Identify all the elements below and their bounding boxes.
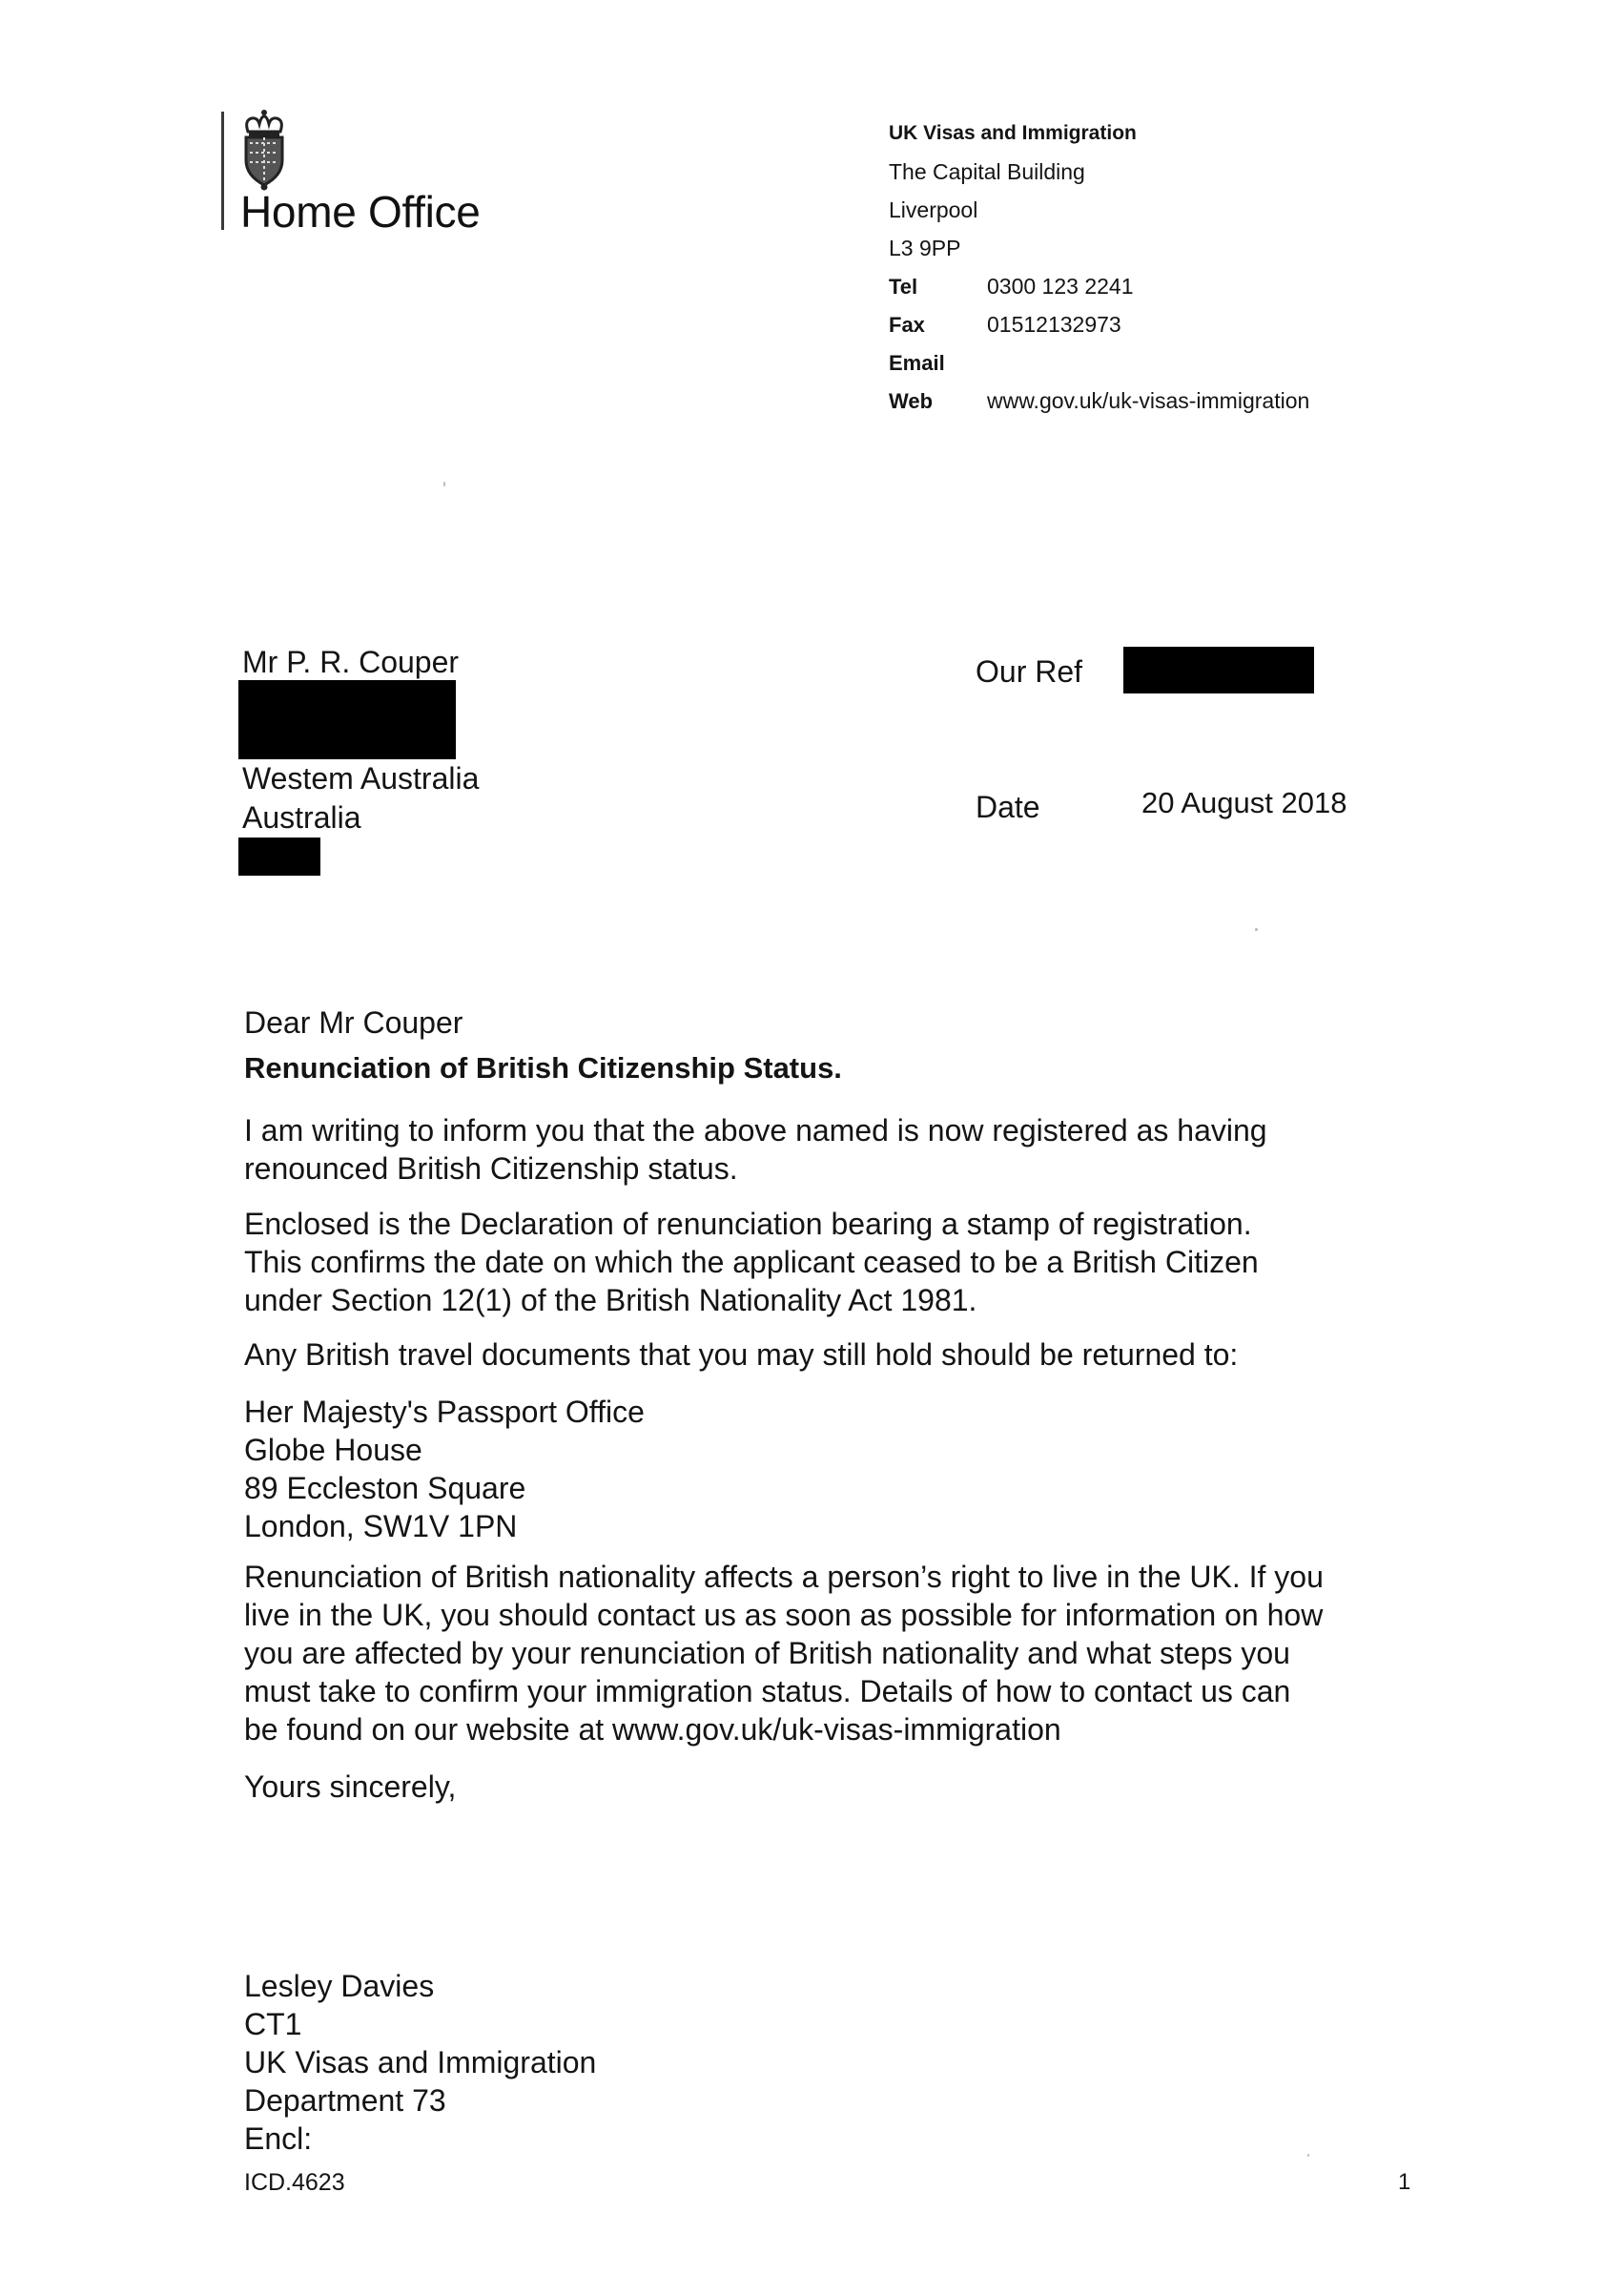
- contact-label: Email: [889, 351, 945, 375]
- contact-label: Web: [889, 389, 934, 413]
- address-line: London, SW1V 1PN: [244, 1509, 518, 1543]
- scan-speck: [1255, 928, 1258, 931]
- scan-speck: [443, 482, 445, 486]
- signature-block: [244, 1967, 596, 2158]
- sender-address-line: Liverpool: [889, 197, 978, 222]
- paragraph-declaration: [244, 1205, 1259, 1319]
- royal-crest-icon: [240, 109, 288, 191]
- organisation-name: Home Office: [240, 187, 481, 237]
- text-line: must take to confirm your immigration status. Details of how to contact us can: [244, 1674, 1291, 1708]
- recipient-name: Mr P. R. Couper: [242, 645, 460, 679]
- passport-office-address: [244, 1393, 645, 1545]
- text-line: under Section 12(1) of the British Nationality Act 1981.: [244, 1283, 977, 1317]
- text-line: you are affected by your renunciation of British nationality and what steps you: [244, 1636, 1290, 1670]
- form-code: ICD.4623: [244, 2169, 345, 2196]
- date-value: 20 August 2018: [1141, 786, 1347, 819]
- scan-speck: [1307, 2154, 1309, 2157]
- contact-email: [889, 343, 1309, 382]
- text-line: Renunciation of British nationality affects a person’s right to live in the UK. If you: [244, 1560, 1324, 1594]
- contact-tel: [889, 267, 1309, 305]
- date-label: Date: [976, 790, 1040, 824]
- paragraph-registration: [244, 1111, 1267, 1188]
- signatory-team: CT1: [244, 2007, 302, 2041]
- salutation: Dear Mr Couper: [244, 1005, 463, 1040]
- text-line: I am writing to inform you that the above named is now registered as having: [244, 1113, 1267, 1148]
- our-ref-label: Our Ref: [976, 654, 1083, 689]
- text-line: Enclosed is the Declaration of renunciation bearing a stamp of registration.: [244, 1207, 1252, 1241]
- contact-web: [889, 382, 1309, 420]
- contact-label: Tel: [889, 275, 918, 299]
- contact-value: www.gov.uk/uk-visas-immigration: [987, 388, 1310, 413]
- contact-fax: [889, 305, 1309, 343]
- logo-divider: [221, 112, 224, 230]
- signatory-organisation: UK Visas and Immigration: [244, 2045, 597, 2079]
- sender-address-block: [889, 114, 1309, 420]
- recipient-region: Westem Australia: [242, 761, 480, 796]
- signatory-name: Lesley Davies: [244, 1969, 435, 2003]
- sender-address-line: L3 9PP: [889, 236, 961, 260]
- redaction-block: [238, 680, 456, 759]
- page-number: 1: [1398, 2169, 1411, 2195]
- address-line: 89 Eccleston Square: [244, 1471, 526, 1505]
- recipient-country: Australia: [242, 800, 361, 835]
- address-line: Globe House: [244, 1433, 422, 1467]
- text-line: This confirms the date on which the applicant ceased to be a British Citizen: [244, 1245, 1259, 1279]
- text-line: renounced British Citizenship status.: [244, 1151, 738, 1186]
- address-line: Her Majesty's Passport Office: [244, 1395, 645, 1429]
- redaction-block: [1123, 647, 1314, 693]
- signatory-department: Department 73: [244, 2083, 446, 2118]
- enclosure-label: Encl:: [244, 2121, 313, 2156]
- redaction-block: [238, 838, 320, 876]
- paragraph-travel-documents: Any British travel documents that you may still hold should be returned to:: [244, 1337, 1239, 1372]
- paragraph-nationality-effects: [244, 1558, 1324, 1748]
- text-line: be found on our website at www.gov.uk/uk-visas-immigration: [244, 1712, 1061, 1747]
- sender-department: UK Visas and Immigration: [889, 122, 1137, 144]
- closing: Yours sincerely,: [244, 1769, 457, 1804]
- contact-value: 0300 123 2241: [987, 274, 1134, 299]
- subject-heading: Renunciation of British Citizenship Status.: [244, 1051, 842, 1085]
- text-line: live in the UK, you should contact us as soon as possible for information on how: [244, 1598, 1324, 1632]
- sender-address-line: The Capital Building: [889, 159, 1085, 184]
- contact-value: 01512132973: [987, 312, 1121, 337]
- contact-label: Fax: [889, 313, 925, 337]
